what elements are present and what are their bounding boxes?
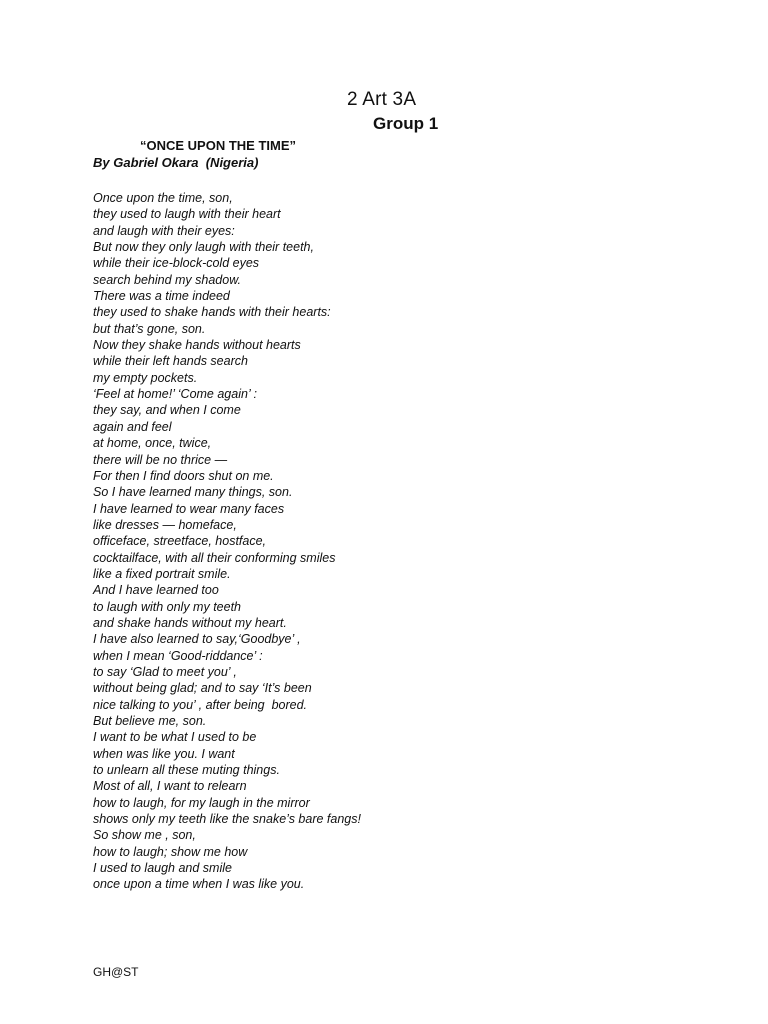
poem-line: I have learned to wear many faces <box>93 501 285 516</box>
poem-line: to laugh with only my teeth <box>93 599 241 614</box>
poem-line: when was like you. I want <box>93 746 235 761</box>
poem-line: There was a time indeed <box>93 289 230 304</box>
poem-line: Most of all, I want to relearn <box>93 779 247 794</box>
poem-line: how to laugh; show me how <box>93 844 248 859</box>
poem-body <box>93 190 361 893</box>
poem-line: once upon a time when I was like you. <box>93 877 305 892</box>
poem-title: “ONCE UPON THE TIME” <box>140 138 297 153</box>
poem-line: nice talking to you’ , after being bored. <box>93 697 308 712</box>
poem-line: like dresses — homeface, <box>93 517 237 532</box>
poem-line: while their left hands search <box>93 354 248 369</box>
footer-signature: GH@ST <box>93 965 139 979</box>
poem-line: they say, and when I come <box>93 403 241 418</box>
poem-line: at home, once, twice, <box>93 436 212 451</box>
poem-line: So I have learned many things, son. <box>93 485 293 500</box>
poem-line: how to laugh, for my laugh in the mirror <box>93 795 310 810</box>
poem-line: when I mean ‘Good-riddance’ : <box>93 648 263 663</box>
poem-line: Now they shake hands without hearts <box>93 338 301 353</box>
poem-line: cocktailface, with all their conforming smiles <box>93 550 336 565</box>
group-title: Group 1 <box>373 114 439 133</box>
poem-line: to say ‘Glad to meet you’ , <box>93 664 237 679</box>
poem-line: and laugh with their eyes: <box>93 223 235 238</box>
class-title: 2 Art 3A <box>347 89 417 110</box>
poem-line: again and feel <box>93 419 172 434</box>
poem-line: officeface, streetface, hostface, <box>93 534 267 549</box>
poem-line: But now they only laugh with their teeth, <box>93 240 314 255</box>
poem-line: So show me , son, <box>93 828 196 843</box>
poem-line: I have also learned to say,‘Goodbye’ , <box>93 632 301 647</box>
poem-line: to unlearn all these muting things. <box>93 763 280 778</box>
poem-line: like a fixed portrait smile. <box>93 566 231 581</box>
poem-line: Once upon the time, son, <box>93 191 233 205</box>
poem-line: and shake hands without my heart. <box>93 615 287 630</box>
poem-line: For then I find doors shut on me. <box>93 468 274 483</box>
poem-line: without being glad; and to say ‘It’s been <box>93 681 312 696</box>
poem-line: they used to laugh with their heart <box>93 207 281 222</box>
poem-line: but that’s gone, son. <box>93 321 206 336</box>
poem-line: shows only my teeth like the snake’s bare fangs! <box>93 812 361 827</box>
poem-line: they used to shake hands with their hearts: <box>93 305 331 320</box>
poem-line: my empty pockets. <box>93 370 198 385</box>
poem-line: while their ice-block-cold eyes <box>93 256 260 271</box>
poem-line: But believe me, son. <box>93 714 207 728</box>
poem-line: I want to be what I used to be <box>93 730 257 745</box>
poem-line: search behind my shadow. <box>93 272 242 287</box>
poem-author: By Gabriel Okara (Nigeria) <box>93 155 259 170</box>
poem-line: ‘Feel at home!’ ‘Come again’ : <box>93 387 257 402</box>
poem-line: there will be no thrice — <box>93 452 228 467</box>
poem-line: And I have learned too <box>93 583 219 598</box>
poem-line: I used to laugh and smile <box>93 861 232 876</box>
